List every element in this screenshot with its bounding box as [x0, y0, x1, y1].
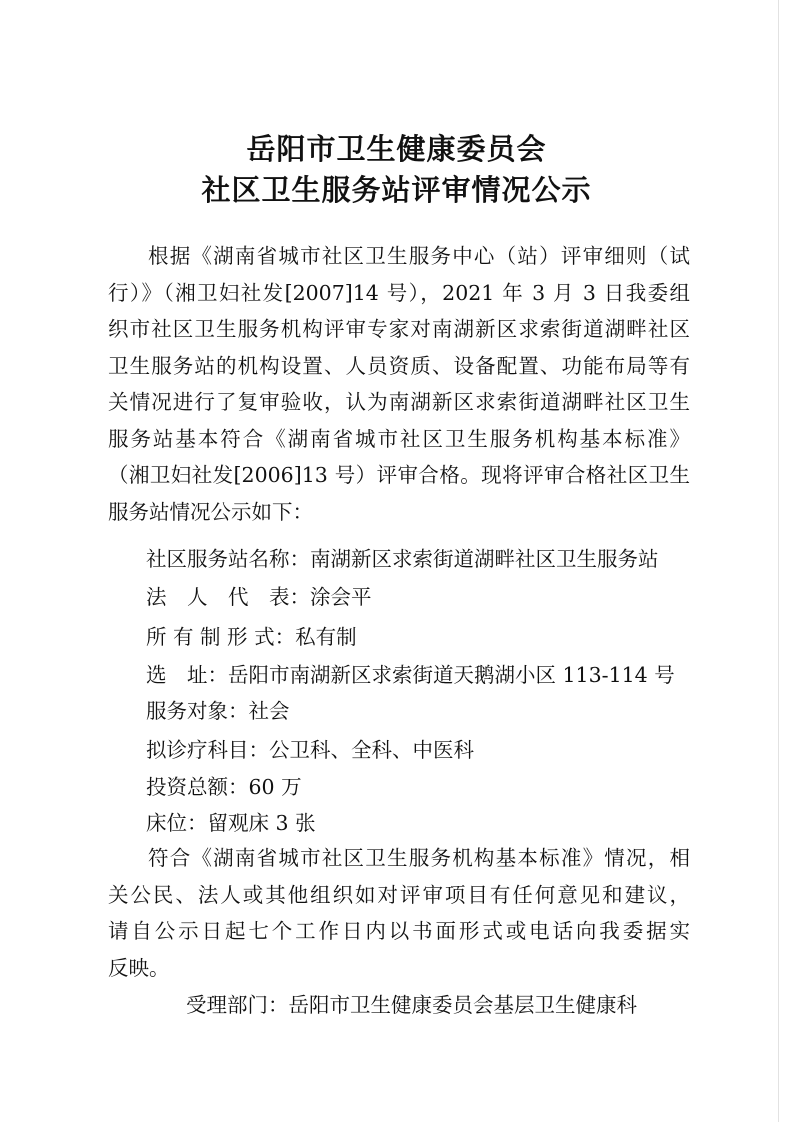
receiving-department: 受理部门：岳阳市卫生健康委员会基层卫生健康科 [186, 993, 637, 1017]
intro-line: 服务站基本符合《湖南省城市社区卫生服务机构基本标准》 [108, 426, 690, 451]
intro-line: 服务站情况公示如下： [108, 499, 313, 524]
intro-paragraph [108, 238, 690, 530]
intro-line: 根据《湖南省城市社区卫生服务中心（站）评审细则（试 [148, 244, 690, 268]
intro-line: 织市社区卫生服务机构评审专家对南湖新区求索街道湖畔社区 [108, 317, 690, 341]
document-title-line2: 社区卫生服务站评审情况公示 [201, 173, 592, 207]
ownership-type: 所 有 制 形 式：私有制 [146, 625, 357, 649]
closing-line: 符合《湖南省城市社区卫生服务机构基本标准》情况，相 [148, 846, 690, 870]
planned-departments: 拟诊疗科目：公卫科、全科、中医科 [146, 738, 474, 762]
closing-line: 请自公示日起七个工作日内以书面形式或电话向我委据实 [108, 919, 690, 943]
closing-paragraph [108, 840, 690, 986]
document-title-line1: 岳阳市卫生健康委员会 [246, 132, 547, 166]
closing-line: 关公民、法人或其他组织如对评审项目有任何意见和建议， [108, 882, 690, 907]
legal-representative: 法 人 代 表：涂会平 [146, 585, 372, 609]
station-address: 选 址：岳阳市南湖新区求索街道天鹅湖小区 113-114 号 [146, 663, 675, 687]
total-investment: 投资总额：60 万 [146, 775, 302, 799]
closing-line: 反映。 [108, 955, 170, 980]
intro-line: 关情况进行了复审验收，认为南湖新区求索街道湖畔社区卫生 [108, 390, 690, 414]
intro-line: 行）》（湘卫妇社发[2007]14 号），2021 年 3 月 3 日我委组 [108, 280, 690, 305]
intro-line: （湘卫妇社发[2006]13 号）评审合格。现将评审合格社区卫生 [108, 463, 690, 487]
intro-line: 卫生服务站的机构设置、人员资质、设备配置、功能布局等有 [108, 353, 690, 378]
bed-count: 床位：留观床 3 张 [146, 811, 316, 835]
station-name: 社区服务站名称：南湖新区求索街道湖畔社区卫生服务站 [146, 547, 659, 571]
service-target: 服务对象：社会 [146, 699, 290, 723]
